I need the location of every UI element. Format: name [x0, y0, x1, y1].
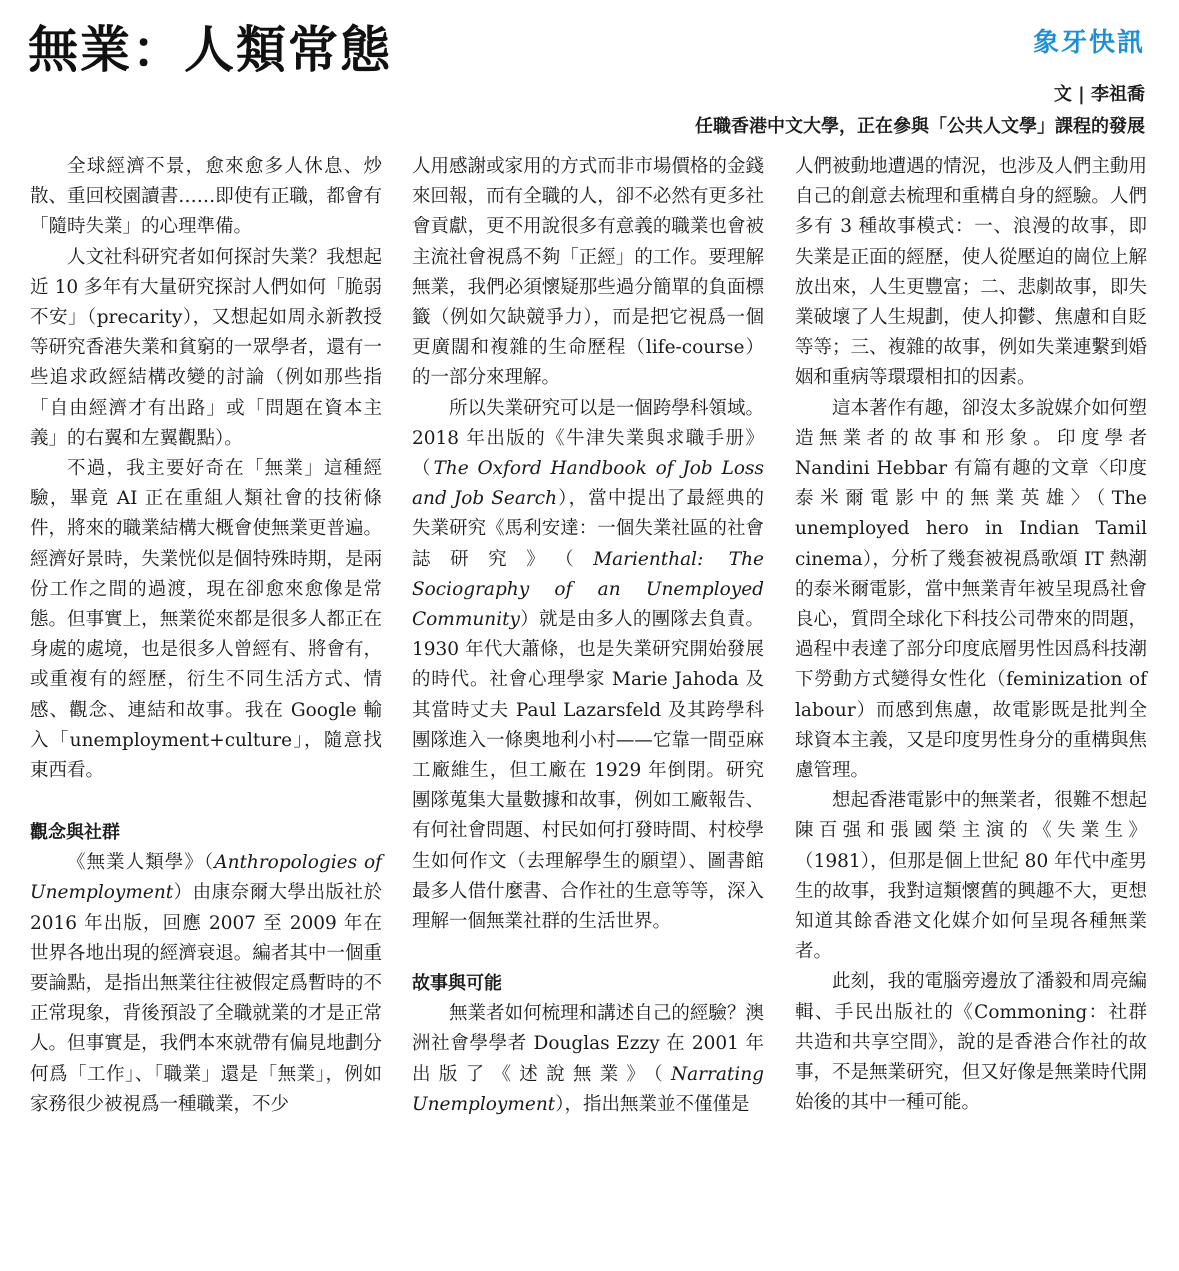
- book-title: Narrating Unemployment: [412, 1063, 764, 1115]
- paragraph-text: 所以失業研究可以是一個跨學科領域。2018 年出版的《牛津失業與求職手册》（: [412, 397, 764, 480]
- paragraph: 全球經濟不景，愈來愈多人休息、炒散、重回校園讀書……即使有正職，都會有「隨時失業」的心理準備。: [30, 156, 382, 238]
- paragraph-text: 《無業人類學》（: [67, 852, 215, 874]
- article-title: 無業：人類常態: [28, 21, 392, 79]
- paragraph: [412, 999, 764, 1120]
- paragraph-text: ），當中提出了最經典的失業研究《馬利安達：一個失業社區的社會誌研究》（: [412, 488, 764, 570]
- section-heading: 觀念與社群: [30, 822, 120, 844]
- author-byline: 文 | 李祖喬: [1053, 84, 1145, 105]
- paragraph-text: ）就是由多人的團隊去負責。1930 年代大蕭條，也是失業研究開始發展的時代。社會心理學家 Marie Jahoda 及其當時丈夫 Paul Lazarsfeld 及其跨學科團隊進入一條奧地利小村——它靠一間亞麻工廠維生，但工廠在 1929 年倒閉。研究團隊蒐集大量數據和故事，例如工廠報告、有何社會問題、村民如何打發時間、村校學生如何作文（去理解學生的願望）、圖書館最多人借什麼書、合作社的生意等等，深入理解一個無業社群的生活世界。: [412, 609, 764, 933]
- paragraph: 人用感謝或家用的方式而非市場價格的金錢來回報，而有全職的人，卻不必然有更多社會貢獻，更不用說很多有意義的職業也會被主流社會視爲不夠「正經」的工作。要理解無業，我們必須懷疑那些過分簡單的負面標籤（例如欠缺競爭力），而是把它視爲一個更廣闊和複雜的生命歷程（life-course）的一部分來理解。: [412, 156, 764, 389]
- article-column-3: [795, 152, 1147, 1119]
- paragraph: [412, 394, 764, 938]
- paragraph: 這本著作有趣，卻沒太多說媒介如何塑造無業者的故事和形象。印度學者 Nandini Hebbar 有篇有趣的文章〈印度泰米爾電影中的無業英雄〉（The unemployed hero in Indian Tamil cinema），分析了幾套被視爲歌頌 IT 熱潮的泰米爾電影，當中無業青年被呈現爲社會良心，質問全球化下科技公司帶來的問題，過程中表達了部分印度底層男性因爲科技潮下勞動方式變得女性化（feminization of labour）而感到焦慮，故電影既是批判全球資本主義，又是印度男性身分的重構與焦慮管理。: [795, 397, 1147, 782]
- book-title: The Oxford Handbook of Job Loss and Job Search: [412, 458, 764, 510]
- article-column-1: [30, 152, 382, 1120]
- paragraph-text: ）由康奈爾大學出版社於 2016 年出版，回應 2007 至 2009 年在世界各地出現的經濟衰退。編者其中一個重要論點，是指出無業往往被假定爲暫時的不正常現象，背後預設了全職就業的才是正常人。但事實是，我們本來就帶有偏見地劃分何爲「工作」、「職業」還是「無業」，例如家務很少被視爲一種職業，不少: [30, 882, 382, 1115]
- article-column-2: [412, 152, 764, 1120]
- paragraph-text: ），指出無業並不僅僅是: [555, 1093, 750, 1115]
- paragraph: 不過，我主要好奇在「無業」這種經驗，畢竟 AI 正在重組人類社會的技術條件，將來的職業結構大概會使無業更普遍。經濟好景時，失業恍似是個特殊時期，是兩份工作之間的過渡，現在卻愈來愈像是常態。但事實上，無業從來都是很多人都正在身處的處境，也是很多人曾經有、將會有，或重複有的經歷，衍生不同生活方式、情感、觀念、連結和故事。我在 Google 輸入「unemployment+culture」，隨意找東西看。: [30, 458, 382, 782]
- paragraph: 人文社科研究者如何探討失業？我想起近 10 多年有大量研究探討人們如何「脆弱不安」（precarity），又想起如周永新教授等研究香港失業和貧窮的一眾學者，還有一些追求政經結構改變的討論（例如那些指「自由經濟才有出路」或「問題在資本主義」的右翼和左翼觀點）。: [30, 246, 382, 449]
- book-title: Anthropologies of Unemployment: [30, 852, 382, 904]
- paragraph: 想起香港電影中的無業者，很難不想起陳百强和張國榮主演的《失業生》（1981），但那是個上世紀 80 年代中產男生的故事，我對這類懷舊的興趣不大，更想知道其餘香港文化媒介如何呈現各種無業者。: [795, 790, 1147, 963]
- paragraph: 此刻，我的電腦旁邊放了潘毅和周亮編輯、手民出版社的《Commoning：社群共造和共享空間》，說的是香港合作社的故事，不是無業研究，但又好像是無業時代開始後的其中一種可能。: [795, 971, 1147, 1114]
- paragraph: [30, 848, 382, 1120]
- author-affiliation: 任職香港中文大學，正在參與「公共人文學」課程的發展: [695, 116, 1145, 137]
- section-heading: 故事與可能: [412, 973, 502, 995]
- paragraph-text: 無業者如何梳理和講述自己的經驗？澳洲社會學學者 Douglas Ezzy 在 2001 年出版了《述說無業》（: [412, 1003, 764, 1085]
- book-title: Marienthal: The Sociography of an Unemployed Community: [412, 548, 764, 631]
- section-label: 象牙快訊: [1032, 28, 1145, 58]
- paragraph: 人們被動地遭遇的情況，也涉及人們主動用自己的創意去梳理和重構自身的經驗。人們多有 3 種故事模式：一、浪漫的故事，即失業是正面的經歷，使人從壓迫的崗位上解放出來，人生更豐富；二、悲劇故事，即失業破壞了人生規劃，使人抑鬱、焦慮和自貶等等；三、複雜的故事，例如失業連繫到婚姻和重病等環環相扣的因素。: [795, 156, 1147, 389]
